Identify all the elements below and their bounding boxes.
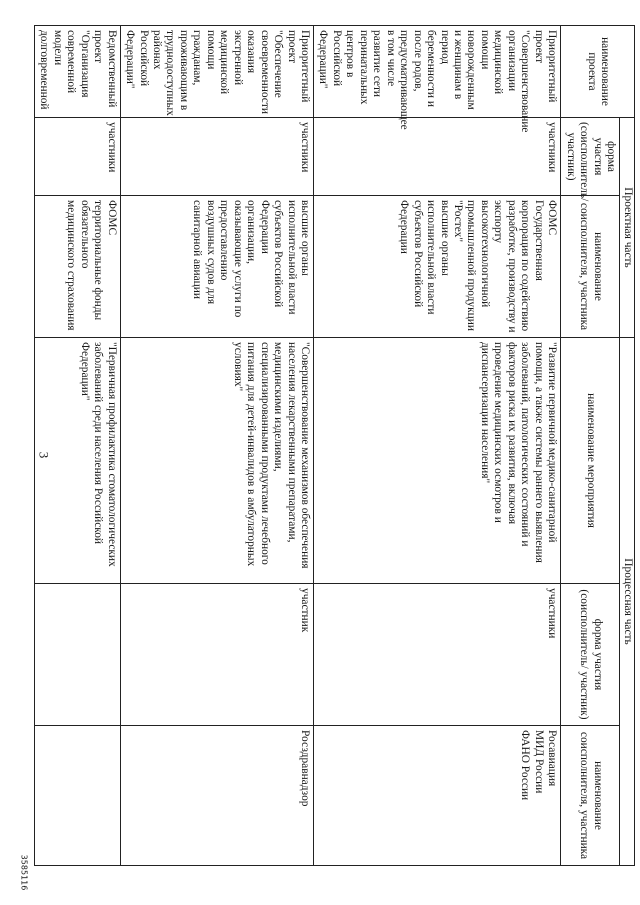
cell-process-coexecutor: Росздравнадзор — [120, 726, 313, 866]
program-table — [38, 25, 635, 865]
cell-project-coexecutor: высшие органы исполнительной власти субъектов Российской Федерации организации, оказывающие услуги по предоставлению воздушных судов для санитарной авиации — [120, 196, 313, 338]
cell-project-name: Ведомственный проект "Организация современной модели долговременной — [34, 26, 120, 118]
header-project-part: Проектная часть — [620, 118, 635, 338]
header-project-coexecutor: наименование соисполнителя, участника — [561, 196, 620, 338]
cell-process-form: участник — [120, 584, 313, 726]
header-process-form: форма участия (соисполнитель/ участник) — [561, 584, 620, 726]
header-process-coexecutor: наименование соисполнителя, участника — [561, 726, 620, 866]
header-event-name: наименование мероприятия — [561, 338, 620, 584]
cell-project-form: участники — [314, 118, 561, 196]
cell-project-coexecutor: ФОМС Государственная корпорация по содействию разработке, производству и экспорту высокотехнологичной промышленной продукции "Ростех" высшие органы исполнительной власти субъектов Российской Федерации — [314, 196, 561, 338]
header-project-name: наименование проекта — [561, 26, 635, 118]
cell-project-form: участники — [120, 118, 313, 196]
cell-process-coexecutor: Росавиация МИД России ФАНО России — [314, 726, 561, 866]
cell-project-name: Приоритетный проект "Совершенствование организации медицинской помощи новорожденным и женщинам в период беременности и после родов, предусматривающее в том числе развитие сети перинатальных центров в Российской Федерации" — [314, 26, 561, 118]
cell-process-form: участники — [314, 584, 561, 726]
cell-event-name: "Совершенствование механизмов обеспечения населения лекарственными препаратами, медицинскими изделиями, специализированными продуктами лечебного питания для детей-инвалидов в амбулаторных условиях" — [120, 338, 313, 584]
page-number: 3 — [36, 451, 52, 459]
document-code: 3585116 — [19, 854, 29, 891]
cell-process-form — [34, 584, 120, 726]
cell-project-form: участники — [34, 118, 120, 196]
cell-event-name: "Первичная профилактика стоматологических заболеваний среди населения Российской Федерации" — [34, 338, 120, 584]
header-process-part: Процессная часть — [620, 338, 635, 866]
cell-project-coexecutor: ФОМС территориальные фонды обязательного медицинского страхования — [34, 196, 120, 338]
cell-process-coexecutor — [34, 726, 120, 866]
header-project-form: форма участия (соисполнитель/ участник) — [561, 118, 620, 196]
cell-event-name: "Развитие первичной медико-санитарной помощи, а также системы раннего выявления заболеваний, патологических состояний и факторов риска их развития, включая проведение медицинских осмотров и диспансеризации населения" — [314, 338, 561, 584]
cell-project-name: Приоритетный проект "Обеспечение своевременности оказания экстренной медицинской помощи гражданам, проживающим в труднодоступных районах Российской Федерации" — [120, 26, 313, 118]
table-row — [120, 26, 313, 866]
table-row — [314, 26, 561, 866]
table-row — [34, 26, 120, 866]
